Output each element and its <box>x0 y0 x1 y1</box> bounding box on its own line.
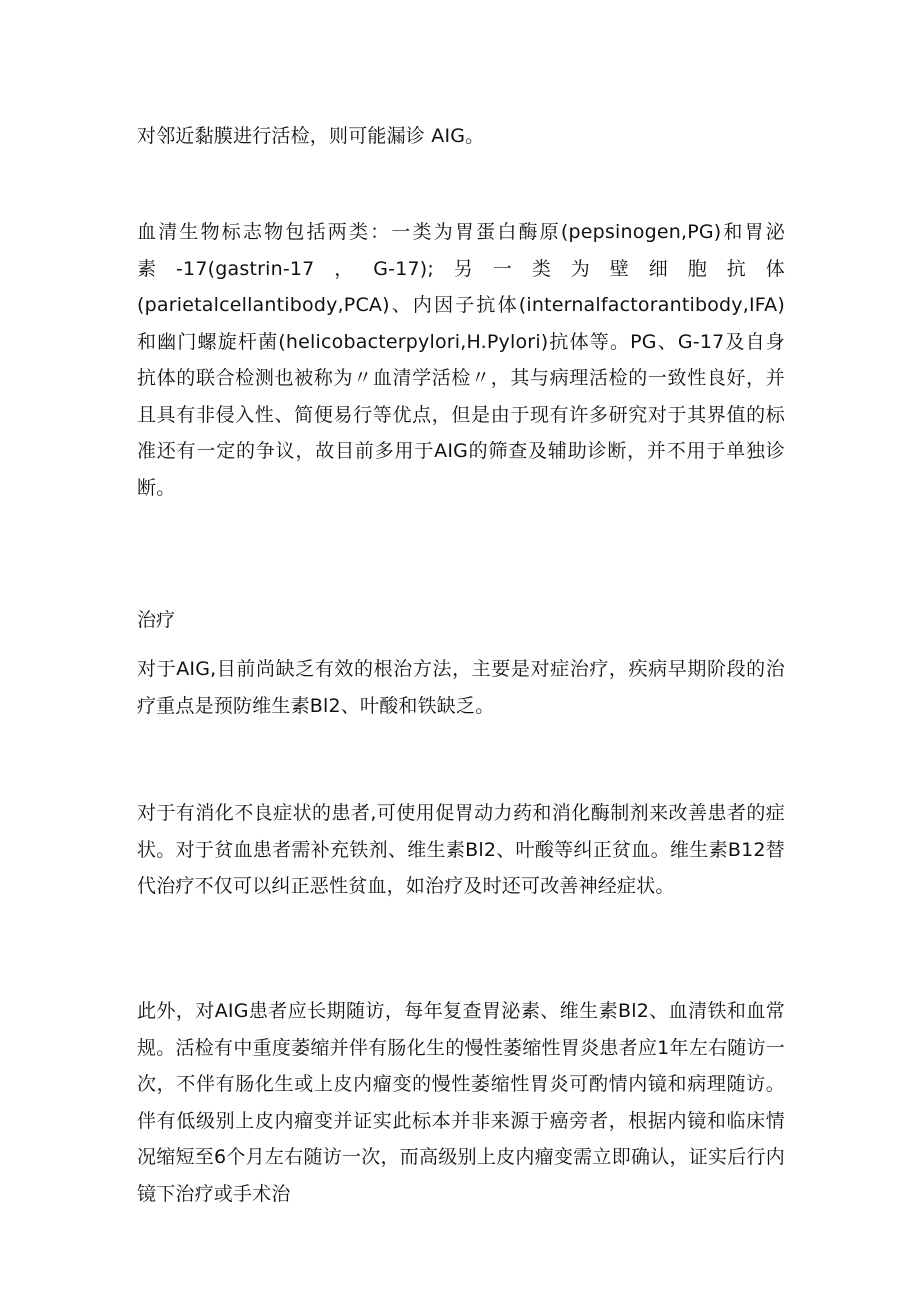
paragraph-treatment-overview: 对于AIG,目前尚缺乏有效的根治方法，主要是对症治疗，疾病早期阶段的治疗重点是预防维生素Bl2、叶酸和铁缺乏。 <box>137 658 785 717</box>
paragraph-biopsy-note: 对邻近黏膜进行活检，则可能漏诊 AIG。 <box>137 125 485 147</box>
section-heading-treatment: 治疗 <box>137 609 176 631</box>
paragraph-symptom-treatment: 对于有消化不良症状的患者,可使用促胃动力药和消化酶制剂来改善患者的症状。对于贫血患者需补充铁剂、维生素Bl2、叶酸等纠正贫血。维生素B12替代治疗不仅可以纠正恶性贫血，如治疗及时还可改善神经症状。 <box>137 802 785 897</box>
paragraph-serum-biomarkers: 血清生物标志物包括两类：一类为胃蛋白酶原(pepsinogen,PG)和胃泌素-17(gastrin-17，G-17);另一类为壁细胞抗体(parietalcellantibody,PCA)、内因子抗体(internalfactorantibody,IFA)和幽门螺旋杆菌(helicobacterpylori,H.Pylori)抗体等。PG、G-17及自身抗体的联合检测也被称为〃血清学活检〃，其与病理活检的一致性良好，并且具有非侵入性、简便易行等优点，但是由于现有许多研究对于其界值的标准还有一定的争议，故目前多用于AIG的筛查及辅助诊断，并不用于单独诊断。 <box>137 221 785 499</box>
paragraph-follow-up: 此外，对AIG患者应长期随访，每年复查胃泌素、维生素Bl2、血清铁和血常规。活检有中重度萎缩并伴有肠化生的慢性萎缩性胃炎患者应1年左右随访一次，不伴有肠化生或上皮内瘤变的慢性萎缩性胃炎可酌情内镜和病理随访。伴有低级别上皮内瘤变并证实此标本并非来源于癌旁者，根据内镜和临床情况缩短至6个月左右随访一次，而高级别上皮内瘤变需立即确认，证实后行内镜下治疗或手术治 <box>137 1000 785 1205</box>
